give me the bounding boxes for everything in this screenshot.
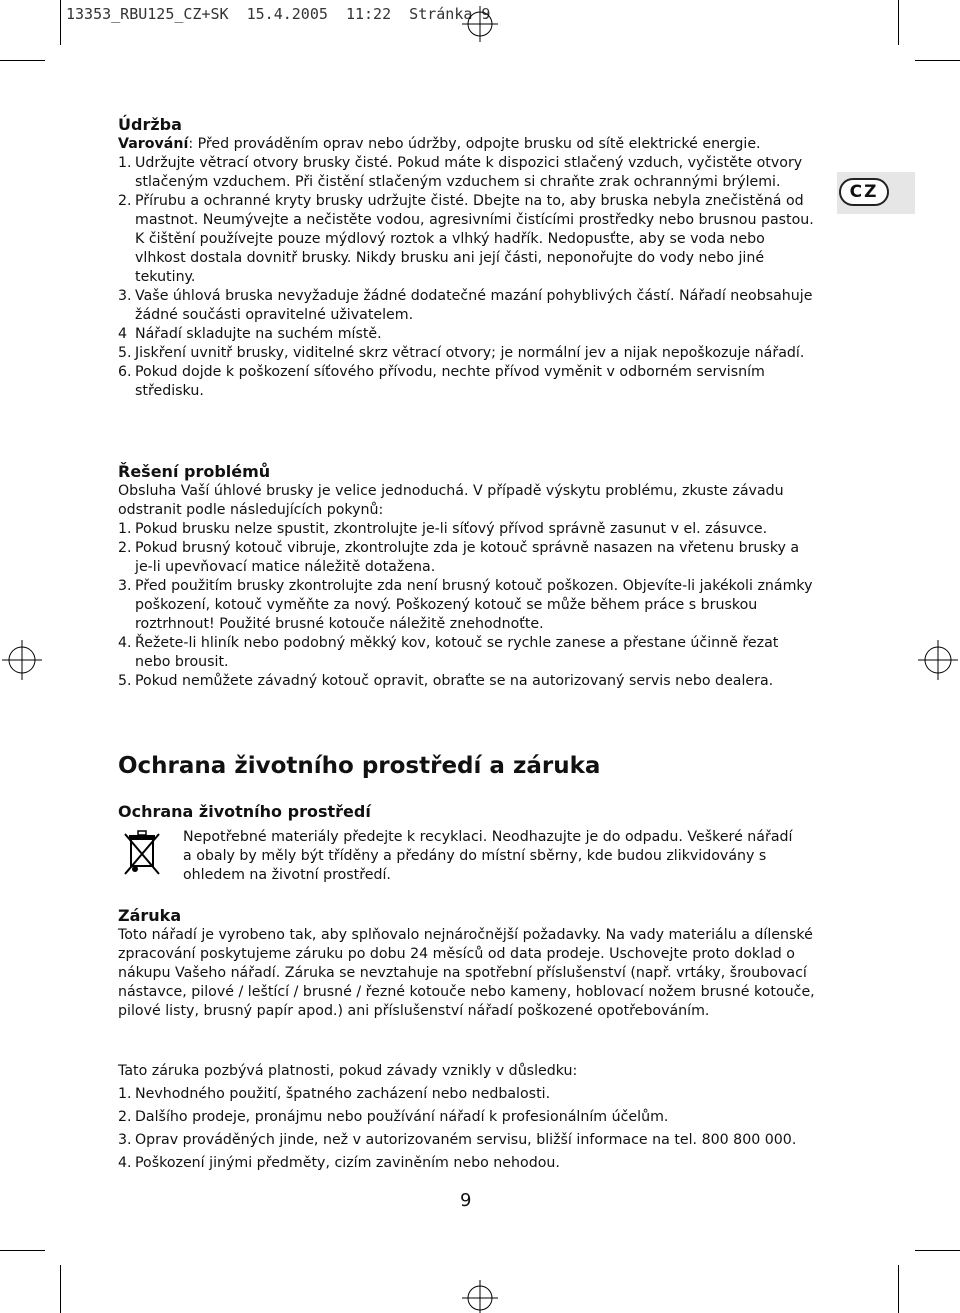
print-header: 13353_RBU125_CZ+SK 15.4.2005 11:22 Stránka 9	[66, 5, 491, 23]
list-item: 1. Pokud brusku nelze spustit, zkontrolujte je-li síťový přívod správně zasunut v el. zásuvce.	[118, 521, 768, 537]
warranty-text: Toto nářadí je vyrobeno tak, aby splňovalo nejnáročnější požadavky. Na vady materiálu a dílenské zpracování poskytujeme záruku po dobu 24 měsíců od data prodeje. Uschovejte proto doklad o nákupu Vašeho nářadí. Záruka se nevztahuje na spotřební příslušenství (např. vrtáky, šroubovací nástavce, pilové / leštící / brusné / řezné kotouče nebo kameny, hoblovací nožem brusné kotouče, pilové listy, brusný papír apod.) ani příslušenství nářadí poškozené opotřebováním.	[118, 927, 815, 1019]
list-item: 4. Poškození jinými předměty, cizím zaviněním nebo nehodou.	[118, 1155, 560, 1171]
list-item: 4. Řežete-li hliník nebo podobný měkký kov, kotouč se rychle zanese a přestane účinně řezat nebo brousit.	[118, 635, 779, 670]
warning-label: Varování	[118, 136, 189, 152]
troubleshooting-section	[118, 462, 818, 691]
troubleshooting-title: Řešení problémů	[118, 462, 271, 481]
environment-title: Ochrana životního prostředí	[118, 802, 371, 821]
crop-mark	[0, 60, 45, 61]
list-item: 2. Dalšího prodeje, pronájmu nebo používání nářadí k profesionálním účelům.	[118, 1109, 669, 1125]
list-item: 1. Udržujte větrací otvory brusky čisté. Pokud máte k dispozici stlačený vzduch, vyčistěte otvory stlačeným vzduchem. Při čistění stlačeným vzduchem si chraňte zrak ochrannými brýlemi.	[118, 155, 803, 190]
list-item: 2. Pokud brusný kotouč vibruje, zkontrolujte zda je kotouč správně nasazen na vřetenu brusky a je-li upevňovací matice náležitě dotažena.	[118, 540, 800, 575]
maintenance-warning	[118, 135, 818, 154]
list-item: 3. Vaše úhlová bruska nevyžaduje žádné dodatečné mazání pohyblivých částí. Nářadí neobsahuje žádné součásti opravitelné uživatelem.	[118, 288, 813, 323]
crop-mark	[60, 1265, 61, 1313]
crop-mark	[898, 0, 899, 45]
maintenance-section	[118, 115, 818, 401]
environment-warranty-title: Ochrana životního prostředí a záruka	[118, 753, 601, 779]
maintenance-title: Údržba	[118, 115, 182, 134]
environment-text: Nepotřebné materiály předejte k recyklaci. Neodhazujte je do odpadu. Veškeré nářadí a obaly by měly být tříděny a předány do místní sběrny, kde budou zlikvidovány s ohledem na životní prostředí.	[183, 829, 793, 883]
page-number: 9	[460, 1190, 472, 1211]
crossed-out-wheelie-bin-icon	[122, 826, 162, 876]
list-item: 4 Nářadí skladujte na suchém místě.	[118, 326, 382, 342]
troubleshooting-intro: Obsluha Vaší úhlové brusky je velice jednoduchá. V případě výskytu problému, zkuste závadu odstranit podle následujících pokynů:	[118, 483, 784, 518]
registration-mark-right	[918, 640, 958, 680]
list-item: 6. Pokud dojde k poškození síťového přívodu, nechte přívod vyměnit v odborném servisním středisku.	[118, 364, 765, 399]
crop-mark	[915, 1250, 960, 1251]
warranty-void-intro: Tato záruka pozbývá platnosti, pokud závady vznikly v důsledku:	[118, 1063, 578, 1079]
language-badge: CZ	[839, 178, 889, 206]
list-item: 5. Pokud nemůžete závadný kotouč opravit, obraťte se na autorizovaný servis nebo dealera.	[118, 673, 774, 689]
registration-mark-left	[2, 640, 42, 680]
warranty-void-section	[118, 1060, 818, 1175]
crop-mark	[898, 1265, 899, 1313]
crop-mark	[60, 0, 61, 45]
list-item: 3. Před použitím brusky zkontrolujte zda není brusný kotouč poškozen. Objevíte-li jakékoli známky poškození, kotouč vyměňte za nový. Poškozený kotouč se může během práce s bruskou roztrhnout! Použité brusné kotouče náležitě znehodnoťte.	[118, 578, 813, 632]
warning-text: : Před prováděním oprav nebo údržby, odpojte brusku od sítě elektrické energie.	[188, 136, 761, 152]
list-item: 3. Oprav prováděných jinde, než v autorizovaném servisu, bližší informace na tel. 800 800 000.	[118, 1132, 797, 1148]
crop-mark	[0, 1250, 45, 1251]
list-item: 2. Přírubu a ochranné kryty brusky udržujte čisté. Dbejte na to, aby bruska nebyla znečistěná od mastnot. Neumývejte a nečistěte vodou, agresivními čistícími prostředky nebo brusnou pastou. K čištění používejte pouze mýdlový roztok a vlhký hadřík. Nedopusťte, aby se voda nebo vlhkost dostala dovnitř brusky. Nikdy brusku ani její části, neponořujte do vody nebo jiné tekutiny.	[118, 193, 814, 285]
registration-mark-bottom	[462, 1280, 498, 1313]
crop-mark	[915, 60, 960, 61]
list-item: 1. Nevhodného použití, špatného zacházení nebo nedbalosti.	[118, 1086, 551, 1102]
list-item: 5. Jiskření uvnitř brusky, viditelné skrz větrací otvory; je normální jev a nijak nepoškozuje nářadí.	[118, 345, 805, 361]
warranty-section	[118, 906, 818, 1021]
warranty-title: Záruka	[118, 906, 182, 925]
registration-mark-top	[462, 6, 498, 42]
